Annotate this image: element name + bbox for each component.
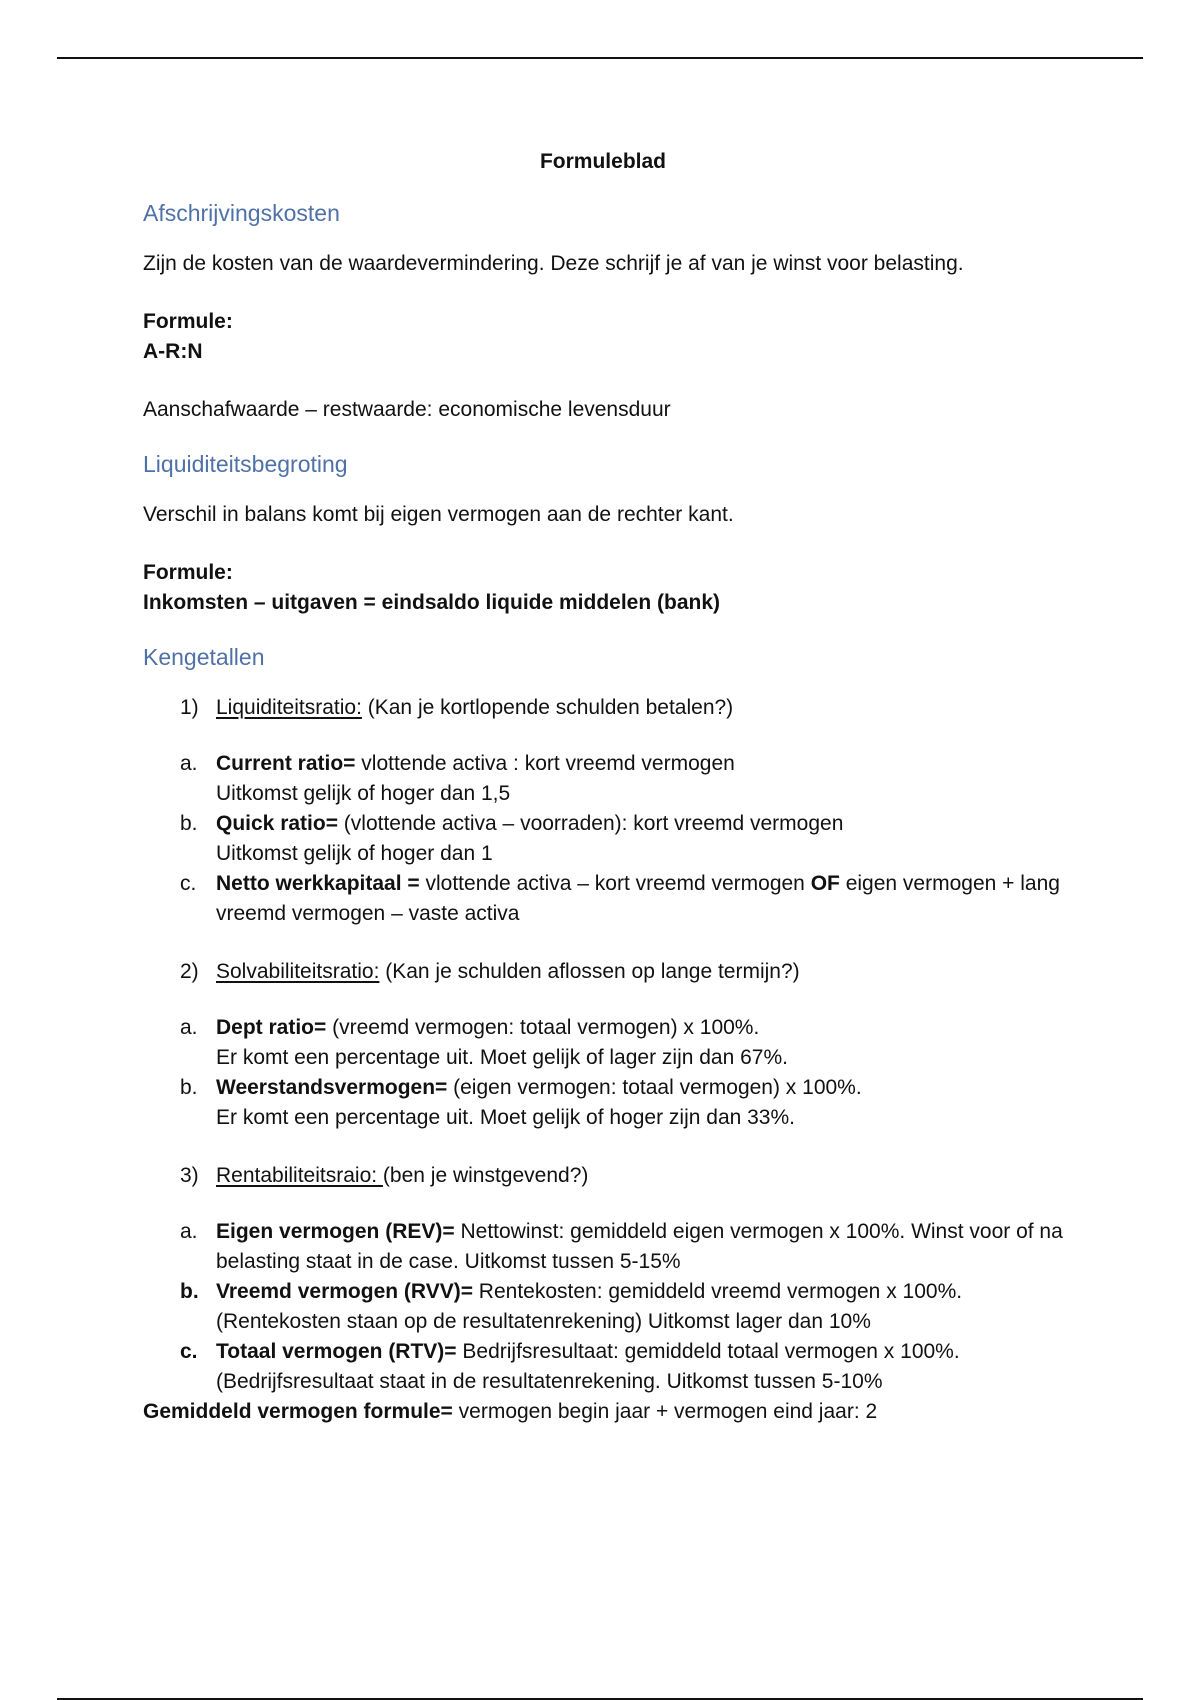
kengetal-section-2 — [143, 957, 1063, 987]
item-text: Nettowinst: gemiddeld eigen vermogen x 100%. Winst voor of na belasting staat in de case. Uitkomst tussen 5-15% — [216, 1220, 1063, 1273]
item-term: Current ratio= — [216, 752, 356, 775]
top-rule — [57, 57, 1143, 59]
item-text: (eigen vermogen: totaal vermogen) x 100%. — [447, 1076, 862, 1099]
item-result: (Rentekosten staan op de resultatenrekening) Uitkomst lager dan 10% — [216, 1310, 871, 1333]
item-text-2: eigen vermogen + lang vreemd vermogen – vaste activa — [216, 872, 1060, 925]
item-result: Uitkomst gelijk of hoger dan 1 — [216, 842, 493, 865]
list-marker: c. — [180, 872, 197, 895]
list-marker: 3) — [180, 1164, 199, 1187]
item-result: Er komt een percentage uit. Moet gelijk of hoger zijn dan 33%. — [216, 1106, 795, 1129]
section-title: Rentabiliteitsraio: — [216, 1164, 383, 1187]
item-text: Bedrijfsresultaat: gemiddeld totaal vermogen x 100%. — [456, 1340, 960, 1363]
gemiddeld-text: vermogen begin jaar + vermogen eind jaar: 2 — [452, 1400, 878, 1423]
list-item — [143, 809, 1063, 869]
liquiditeit-formula-label: Formule: — [143, 561, 233, 584]
kengetal-section-3 — [143, 1161, 1063, 1191]
item-text: (vlottende activa – voorraden): kort vreemd vermogen — [337, 812, 844, 835]
section-question: (Kan je schulden aflossen op lange termijn?) — [379, 960, 800, 983]
list-marker: a. — [180, 752, 198, 775]
list-marker: c. — [180, 1340, 198, 1363]
item-term: Weerstandsvermogen= — [216, 1076, 448, 1099]
item-term: Quick ratio= — [216, 812, 338, 835]
item-term: Dept ratio= — [216, 1016, 327, 1039]
document-page — [143, 140, 1063, 1427]
item-text: Rentekosten: gemiddeld vreemd vermogen x 100%. — [472, 1280, 963, 1303]
item-text: vlottende activa : kort vreemd vermogen — [355, 752, 735, 775]
section-question: (Kan je kortlopende schulden betalen?) — [361, 696, 734, 719]
item-text: vlottende activa – kort vreemd vermogen — [419, 872, 811, 895]
item-result: (Bedrijfsresultaat staat in de resultatenrekening. Uitkomst tussen 5-10% — [216, 1370, 883, 1393]
item-term: Eigen vermogen (REV)= — [216, 1220, 455, 1243]
afschrijving-text: Zijn de kosten van de waardevermindering. Deze schrijf je af van je winst voor belasting. — [143, 252, 964, 275]
liquiditeit-formula: Inkomsten – uitgaven = eindsaldo liquide middelen (bank) — [143, 591, 721, 614]
gemiddeld-vermogen-formula — [143, 1397, 1063, 1427]
list-item — [143, 1337, 1063, 1397]
liquiditeit-text: Verschil in balans komt bij eigen vermogen aan de rechter kant. — [143, 503, 734, 526]
list-marker: 2) — [180, 960, 199, 983]
item-result: Uitkomst gelijk of hoger dan 1,5 — [216, 782, 511, 805]
list-item — [143, 1013, 1063, 1073]
list-item — [143, 1277, 1063, 1337]
item-or: OF — [810, 872, 840, 895]
list-item — [143, 1217, 1063, 1277]
item-term: Netto werkkapitaal = — [216, 872, 420, 895]
item-text: (vreemd vermogen: totaal vermogen) x 100%. — [326, 1016, 760, 1039]
item-result: Er komt een percentage uit. Moet gelijk of lager zijn dan 67%. — [216, 1046, 788, 1069]
list-item — [143, 1073, 1063, 1133]
section-question: (ben je winstgevend?) — [382, 1164, 589, 1187]
list-marker: a. — [180, 1220, 198, 1243]
list-marker: b. — [180, 1076, 198, 1099]
item-term: Totaal vermogen (RTV)= — [216, 1340, 457, 1363]
heading-liquiditeitsbegroting: Liquiditeitsbegroting — [143, 451, 348, 477]
afschrijving-formula-label: Formule: — [143, 310, 233, 333]
heading-kengetallen: Kengetallen — [143, 644, 265, 670]
list-marker: a. — [180, 1016, 198, 1039]
list-item — [143, 869, 1063, 929]
list-marker: 1) — [180, 696, 199, 719]
document-title: Formuleblad — [539, 150, 666, 173]
kengetal-section-1 — [143, 693, 1063, 723]
gemiddeld-term: Gemiddeld vermogen formule= — [143, 1400, 453, 1423]
list-marker: b. — [180, 1280, 199, 1303]
section-title: Solvabiliteitsratio: — [216, 960, 380, 983]
list-marker: b. — [180, 812, 198, 835]
afschrijving-explanation: Aanschafwaarde – restwaarde: economische levensduur — [143, 398, 671, 421]
list-item — [143, 749, 1063, 809]
item-term: Vreemd vermogen (RVV)= — [216, 1280, 473, 1303]
afschrijving-formula: A-R:N — [143, 340, 203, 363]
heading-afschrijvingskosten: Afschrijvingskosten — [143, 200, 340, 226]
section-title: Liquiditeitsratio: — [216, 696, 362, 719]
